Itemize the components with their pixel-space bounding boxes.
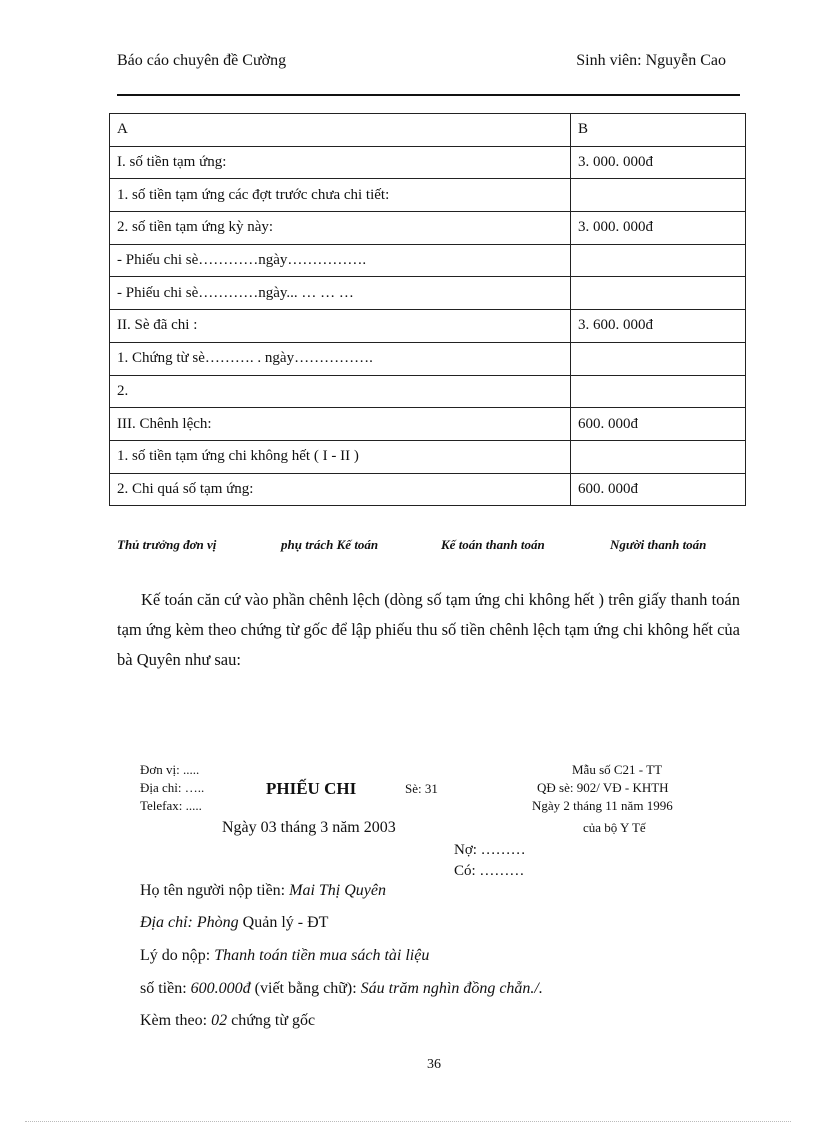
row-label: 2. số tiền tạm ứng kỳ này: (110, 212, 571, 245)
header-right: Sinh viên: Nguyễn Cao (576, 52, 726, 69)
table-header-row (110, 114, 746, 147)
table-row (110, 212, 746, 245)
row-value (571, 440, 746, 473)
payer-name-value: Mai Thị Quyên (289, 882, 386, 899)
table-row (110, 277, 746, 310)
page-bottom-rule (25, 1121, 791, 1122)
page-number: 36 (427, 1057, 441, 1072)
table-row (110, 408, 746, 441)
row-value: 3. 000. 000đ (571, 212, 746, 245)
table-row (110, 342, 746, 375)
credit: Có: ……… (454, 863, 525, 879)
table-row (110, 440, 746, 473)
row-value: 3. 000. 000đ (571, 146, 746, 179)
signature-payer: Người thanh toán (610, 537, 707, 552)
signature-head-of-unit: Thủ trưởng đơn vị (117, 537, 217, 552)
address-line (140, 914, 328, 932)
attachments-count: 02 (211, 1012, 228, 1029)
row-label: II. Sè đã chi : (110, 310, 571, 343)
slip-number: Sè: 31 (405, 781, 438, 796)
payer-name-line (140, 882, 386, 900)
amount-line (140, 980, 543, 998)
address-value: Quản lý - ĐT (242, 914, 329, 931)
header-rule (117, 94, 740, 96)
row-label: 2. (110, 375, 571, 408)
table-row (110, 375, 746, 408)
slip-title: PHIẾU CHI (266, 779, 357, 798)
amount-label: số tiền: (140, 980, 187, 997)
row-label: I. số tiền tạm ứng: (110, 146, 571, 179)
row-value (571, 244, 746, 277)
table-row (110, 310, 746, 343)
table-row (110, 473, 746, 506)
slip-telefax: Telefax: ..... (140, 798, 202, 813)
reason-line (140, 947, 429, 965)
row-label: 1. số tiền tạm ứng chi không hết ( I - II ) (110, 440, 571, 473)
payer-name-label: Họ tên người nộp tiền: (140, 882, 286, 899)
advance-payment-table (109, 113, 746, 506)
form-code: Mẫu số C21 - TT (572, 762, 663, 777)
slip-unit: Đơn vị: ..... (140, 762, 200, 777)
row-value (571, 342, 746, 375)
row-label: - Phiếu chi sè…………ngày……………. (110, 244, 571, 277)
row-value: 600. 000đ (571, 473, 746, 506)
row-value (571, 179, 746, 212)
header-left: Báo cáo chuyên đề Cường (117, 52, 287, 69)
row-label: - Phiếu chi sè…………ngày... … … … (110, 277, 571, 310)
debit: Nợ: ……… (454, 842, 526, 858)
column-a-header: A (110, 114, 571, 147)
amount-in-words-value: Sáu trăm nghìn đồng chẵn./. (360, 980, 543, 997)
slip-date: Ngày 03 tháng 3 năm 2003 (222, 819, 396, 836)
attachments-suffix: chứng từ gốc (231, 1012, 316, 1029)
row-label: 1. số tiền tạm ứng các đợt trước chưa chi tiết: (110, 179, 571, 212)
decision-number: QĐ sè: 902/ VĐ - KHTH (537, 780, 669, 795)
row-label: III. Chênh lệch: (110, 408, 571, 441)
row-value (571, 277, 746, 310)
row-label: 2. Chi quá số tạm ứng: (110, 473, 571, 506)
attachments-label: Kèm theo: (140, 1012, 208, 1029)
amount-in-words-label: (viết bằng chữ): (254, 980, 357, 997)
body-paragraph: Kế toán căn cứ vào phần chênh lệch (dòng số tạm ứng chi không hết ) trên giấy thanh toán tạm ứng kèm theo chứng từ gốc để lập phiếu thu số tiền chênh lệch tạm ứng chi không hết của bà Quyên như sau: (117, 590, 740, 669)
decision-date: Ngày 2 tháng 11 năm 1996 (532, 798, 673, 813)
table-row (110, 244, 746, 277)
table-row (110, 146, 746, 179)
reason-value: Thanh toán tiền mua sách tài liệu (214, 947, 430, 964)
amount-value: 600.000đ (190, 980, 251, 997)
row-value: 600. 000đ (571, 408, 746, 441)
reason-label: Lý do nộp: (140, 947, 211, 964)
table-row (110, 179, 746, 212)
attachments-line (140, 1012, 315, 1030)
row-value (571, 375, 746, 408)
address-label: Địa chỉ: Phòng (140, 914, 239, 931)
signature-payment-accountant: Kế toán thanh toán (441, 537, 545, 552)
column-b-header: B (571, 114, 746, 147)
row-label: 1. Chứng từ sè………. . ngày……………. (110, 342, 571, 375)
signature-chief-accountant: phụ trách Kế toán (281, 537, 379, 552)
slip-address: Địa chỉ: ….. (140, 780, 205, 795)
ministry: của bộ Y Tế (583, 820, 646, 835)
row-value: 3. 600. 000đ (571, 310, 746, 343)
